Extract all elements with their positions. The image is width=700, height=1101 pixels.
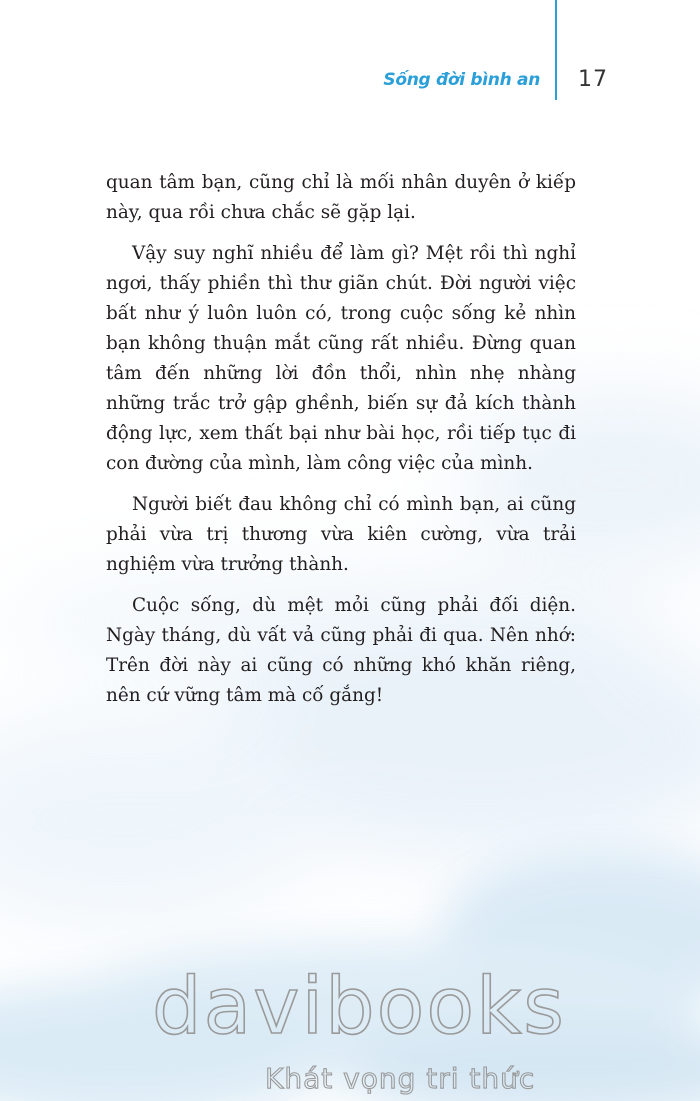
paragraph-3: Người biết đau không chỉ có mình bạn, ai cũng phải vừa trị thương vừa kiên cường, vừa trải nghiệm vừa trưởng thành. bbox=[106, 494, 576, 575]
running-title: Sống đời bình an bbox=[383, 70, 540, 90]
paragraph-2: Vậy suy nghĩ nhiều để làm gì? Mệt rồi thì nghỉ ngơi, thấy phiền thì thư giãn chút. Đời người việc bất như ý luôn luôn có, trong cuộc sống kẻ nhìn bạn không thuận mắt cũng rất nhiều. Đừng quan tâm đến những lời đồn thổi, nhìn nhẹ nhàng những trắc trở gập ghềnh, biến sự đả kích thành động lực, xem thất bại như bài học, rồi tiếp tục đi con đường của mình, làm công việc của mình. bbox=[106, 243, 576, 474]
page-number: 17 bbox=[578, 67, 608, 92]
header-rule bbox=[555, 0, 557, 100]
paragraph-1: quan tâm bạn, cũng chỉ là mối nhân duyên ở kiếp này, qua rồi chưa chắc sẽ gặp lại. bbox=[106, 172, 576, 223]
body-text bbox=[106, 168, 576, 722]
paragraph-4: Cuộc sống, dù mệt mỏi cũng phải đối diện. Ngày tháng, dù vất vả cũng phải đi qua. Nên nhớ: Trên đời này ai cũng có những khó khăn riêng, nên cứ vững tâm mà cố gắng! bbox=[106, 595, 576, 706]
watermark-tagline: Khát vọng tri thức bbox=[265, 1062, 536, 1095]
watermark-brand: davibooks bbox=[152, 962, 566, 1052]
